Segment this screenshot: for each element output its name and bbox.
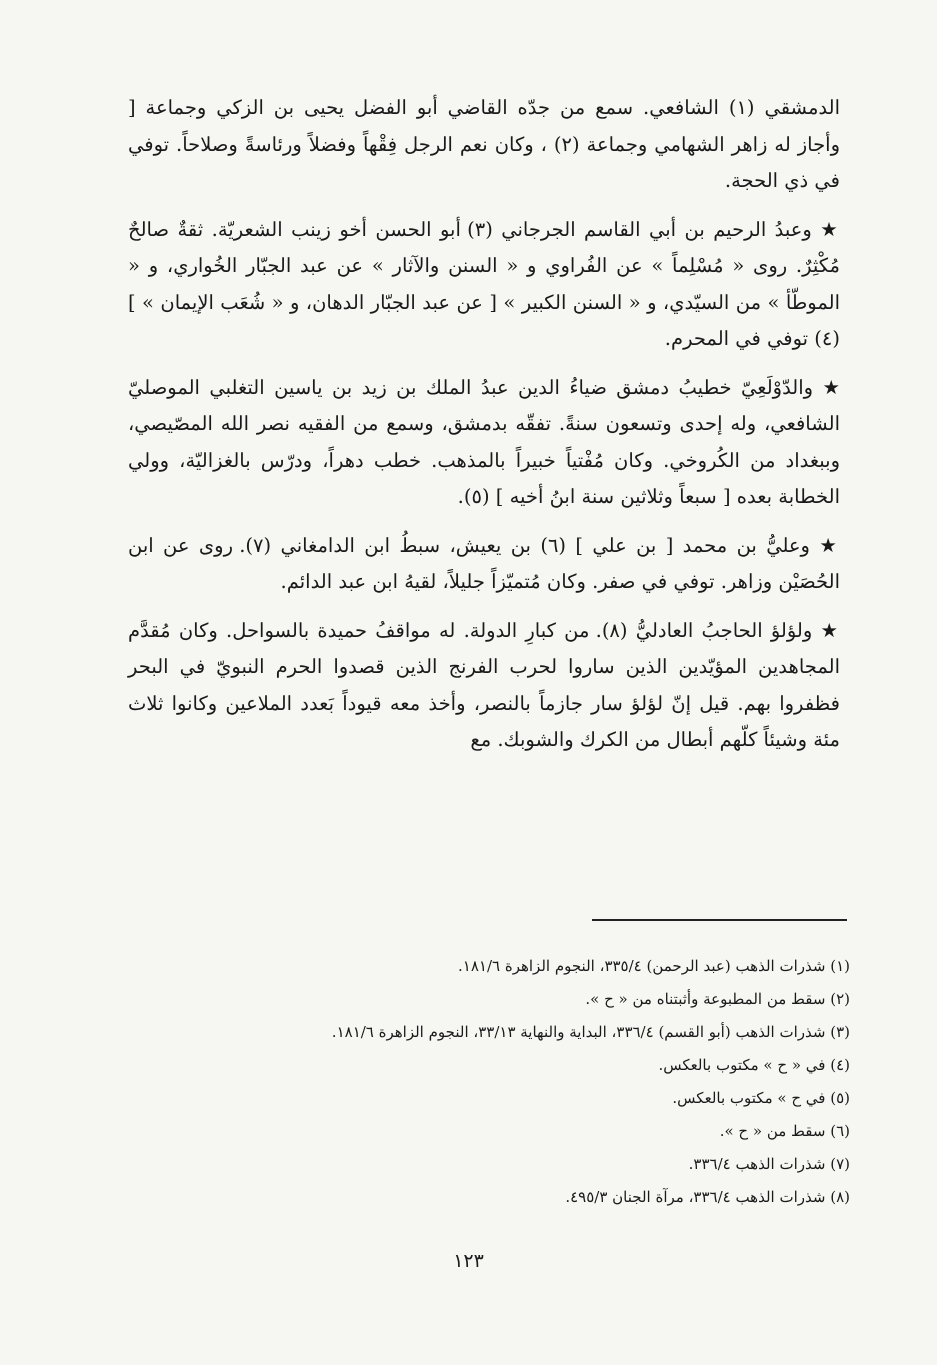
footnote: (٢) سقط من المطبوعة وأثبتناه من « ح ». [585, 990, 850, 1008]
paragraph: الدمشقي (١) الشافعي. سمع من جدّه القاضي أبو الفضل يحيى بن الزكي وجماعة [ وأجاز له زاهر الشهامي وجماعة (٢) ، وكان نعم الرجل فِقْهاً وفضلاً ورئاسةً وصلاحاً. توفي في ذي الحجة. [128, 96, 840, 192]
footnote: (٤) في « ح » مكتوب بالعكس. [658, 1056, 850, 1074]
paragraph: ★ وعبدُ الرحيم بن أبي القاسم الجرجاني (٣) أبو الحسن أخو زينب الشعريّة. ثقةٌ صالحٌ مُكْثِرٌ. روى « مُسْلِماً » عن الفُراوي و « السنن والآثار » عن عبد الجبّار الخُواري، و « الموطّأ » من السيّدي، و « السنن الكبير » [ عن عبد الجبّار الدهان، و « شُعَب الإيمان » ] (٤) توفي في المحرم. [128, 217, 840, 350]
footnote: (١) شذرات الذهب (عبد الرحمن) ٣٣٥/٤، النجوم الزاهرة ١٨١/٦. [458, 957, 850, 975]
main-text [128, 90, 840, 771]
page-number: ١٢٣ [453, 1250, 484, 1272]
footnote: (٧) شذرات الذهب ٣٣٦/٤. [688, 1155, 850, 1173]
paragraph: ★ ولؤلؤ الحاجبُ العادليُّ (٨). من كبارِ الدولة. له مواقفُ حميدة بالسواحل. وكان مُقدَّم المجاهدين المؤيّدين الذين ساروا لحرب الفرنج الذين قصدوا الحرم النبويّ في البحر فظفروا بهم. قيل إنّ لؤلؤ سار جازماً بالنصر، وأخذ معه قيوداً بَعدد الملاعين وكانوا ثلاث مئة وشيئاً كلّهم أبطال من الكرك والشوبك. مع [128, 618, 840, 751]
footnote: (٥) في ح » مكتوب بالعكس. [672, 1089, 850, 1107]
paragraph: ★ والدّوْلَعِيّ خطيبُ دمشق ضياءُ الدين عبدُ الملك بن زيد بن ياسين التغلبي الموصليّ الشافعي، وله إحدى وتسعون سنةً. تفقّه بدمشق، وسمع من الفقيه نصر الله المصّيصي، وببغداد من الكُروخي. وكان مُفْتياً خبيراً بالمذهب. خطب دهراً، ودرّس بالغزاليّة، وولي الخطابة بعده [ سبعاً وثلاثين سنة ابنُ أخيه ] (٥). [128, 375, 840, 508]
paragraph: ★ وعليُّ بن محمد [ بن علي ] (٦) بن يعيش، سبطُ ابن الدامغاني (٧). روى عن ابن الحُصَيْن وزاهر. توفي في صفر. وكان مُتميّزاً جليلاً، لقيهُ ابن عبد الدائم. [128, 533, 840, 593]
footnote: (٦) سقط من « ح ». [719, 1122, 850, 1140]
footnote: (٨) شذرات الذهب ٣٣٦/٤، مرآة الجنان ٤٩٥/٣. [565, 1188, 850, 1206]
footnote: (٣) شذرات الذهب (أبو القسم) ٣٣٦/٤، البداية والنهاية ٣٣/١٣، النجوم الزاهرة ١٨١/٦. [331, 1023, 850, 1041]
footnote-divider [592, 919, 847, 921]
footnotes-list [128, 950, 850, 1214]
